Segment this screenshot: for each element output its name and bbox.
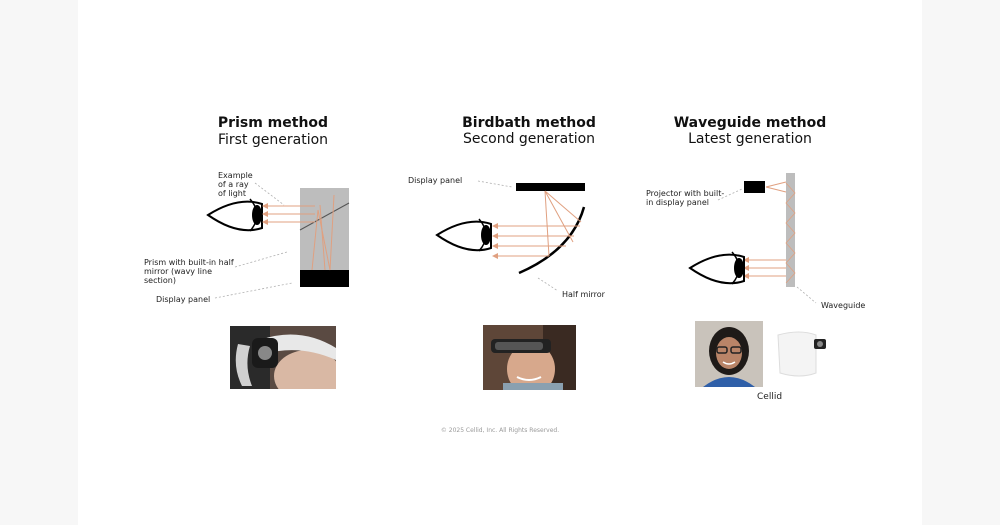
prism-arrowheads (262, 203, 268, 225)
prism-half-mirror-label: Prism with built-in half mirror (wavy line section) (144, 258, 234, 285)
waveguide-projector-label: Projector with built- in display panel (646, 189, 725, 207)
prism-headset-photo (230, 326, 336, 389)
waveguide-plate (786, 173, 795, 287)
birdbath-rays (494, 191, 581, 256)
birdbath-display-panel (516, 183, 585, 191)
birdbath-display-label: Display panel (408, 176, 463, 185)
waveguide-label: Waveguide (821, 301, 866, 310)
cellid-brand-label: Cellid (757, 392, 783, 402)
waveguide-title: Waveguide method (673, 115, 827, 131)
waveguide-rays (745, 182, 786, 276)
birdbath-headset-photo (483, 325, 576, 390)
half-mirror-curve (519, 207, 584, 273)
eye-icon (437, 219, 491, 251)
birdbath-arrowheads (492, 223, 498, 259)
copyright-notice: © 2025 Cellid, Inc. All Rights Reserved. (440, 427, 560, 434)
prism-subtitle: First generation (217, 132, 329, 148)
waveguide-device-photo (776, 329, 831, 379)
prism-title: Prism method (217, 115, 329, 131)
birdbath-diagram (437, 181, 585, 291)
prism-display-panel (300, 270, 349, 287)
prism-ray-label: Example of a ray of light (218, 171, 253, 198)
eye-icon (208, 199, 262, 231)
waveguide-person-photo (695, 321, 763, 387)
prism-display-label: Display panel (156, 295, 211, 304)
eye-icon (690, 252, 744, 284)
birdbath-title: Birdbath method (462, 115, 596, 131)
waveguide-leaders (718, 189, 816, 303)
waveguide-subtitle: Latest generation (688, 131, 812, 147)
birdbath-mirror-label: Half mirror (562, 290, 605, 299)
projector-block (744, 181, 765, 193)
birdbath-subtitle: Second generation (462, 131, 596, 147)
